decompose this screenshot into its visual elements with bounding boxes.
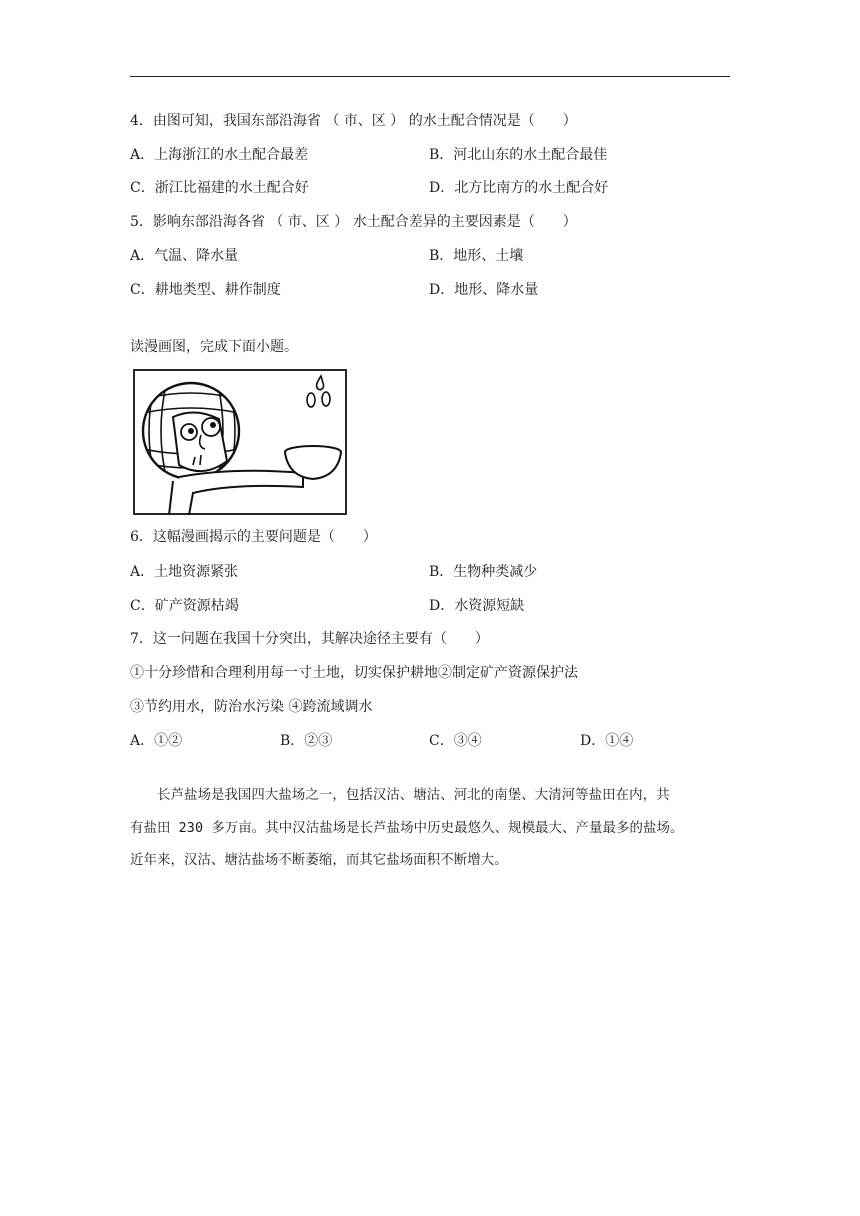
q5-option-c: C．耕地类型、耕作制度: [130, 282, 281, 298]
question-7-stem: 7．这一问题在我国十分突出，其解决途径主要有（ ）: [130, 631, 489, 647]
header-rule: [130, 76, 730, 77]
q7-option-c: C．③④: [429, 733, 482, 749]
q7-option-b: B．②③: [280, 733, 333, 749]
salt-field-passage: [130, 780, 736, 878]
q4-option-d: D．北方比南方的水土配合好: [429, 180, 609, 196]
q7-choices-line-1: ①十分珍惜和合理利用每一寸土地，切实保护耕地②制定矿产资源保护法: [130, 665, 578, 681]
question-5-stem: 5．影响东部沿海各省 （ 市、区 ） 水土配合差异的主要因素是（ ）: [130, 214, 577, 230]
q7-choices-line-2: ③节约用水，防治水污染 ④跨流域调水: [130, 699, 373, 715]
passage-line-1: 长芦盐场是我国四大盐场之一，包括汉沽、塘沽、河北的南堡、大清河等盐田在内，共: [130, 788, 670, 803]
question-4-stem: 4．由图可知，我国东部沿海省 （ 市、区 ） 的水土配合情况是（ ）: [130, 113, 577, 129]
q5-option-b: B．地形、土壤: [429, 248, 524, 264]
question-6-stem: 6．这幅漫画揭示的主要问题是（ ）: [130, 529, 377, 545]
cartoon-figure: [133, 369, 347, 515]
q4-option-a: A．上海浙江的水土配合最差: [130, 147, 309, 163]
q6-option-b: B．生物种类减少: [429, 564, 538, 580]
passage-line-2: 有盐田 230 多万亩。其中汉沽盐场是长芦盐场中历史最悠久、规模最大、产量最多的盐场。: [130, 820, 684, 836]
q7-option-d: D．①④: [580, 733, 634, 749]
q6-option-d: D．水资源短缺: [429, 598, 525, 614]
q7-option-a: A．①②: [130, 733, 183, 749]
q5-option-d: D．地形、降水量: [429, 282, 539, 298]
q5-option-a: A．气温、降水量: [130, 248, 239, 264]
q4-option-b: B．河北山东的水土配合最佳: [429, 147, 608, 163]
q6-option-a: A．土地资源紧张: [130, 564, 239, 580]
q6-option-c: C．矿产资源枯竭: [130, 598, 239, 614]
q4-option-c: C．浙江比福建的水土配合好: [130, 180, 309, 196]
cartoon-intro: 读漫画图，完成下面小题。: [130, 339, 298, 355]
passage-line-3: 近年来，汉沽、塘沽盐场不断萎缩，而其它盐场面积不断增大。: [130, 853, 508, 868]
